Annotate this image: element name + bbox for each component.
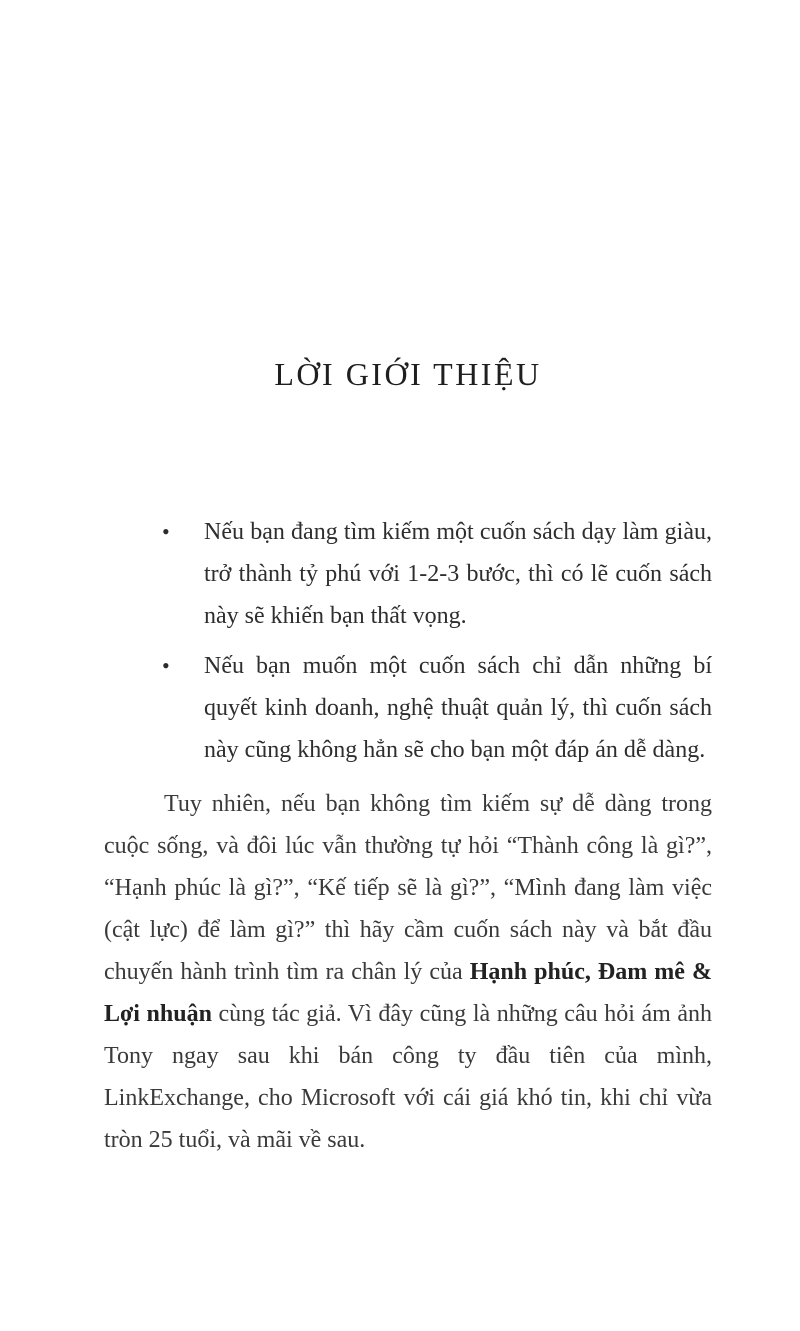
paragraph-text-lead: Tuy nhiên, nếu bạn không tìm kiếm sự dễ dàng trong cuộc sống, và đôi lúc vẫn thường tự hỏi “Thành công là gì?”, “Hạnh phúc là gì?”, “Kế tiếp sẽ là gì?”, “Mình đang làm việc (cật lực) để làm gì?” thì hãy cầm cuốn sách này và bắt đầu chuyến hành trình tìm ra chân lý của	[104, 791, 712, 985]
paragraph-text-tail: cùng tác giả. Vì đây cũng là những câu hỏi ám ảnh Tony ngay sau khi bán công ty đầu tiên của mình, LinkExchange, cho Microsoft với cái giá khó tin, khi chỉ vừa tròn 25 tuổi, và mãi về sau.	[104, 1001, 712, 1153]
bullet-list	[162, 511, 712, 771]
bullet-text: Nếu bạn muốn một cuốn sách chỉ dẫn những bí quyết kinh doanh, nghệ thuật quản lý, thì cuốn sách này cũng không hẳn sẽ cho bạn một đáp án dễ dàng.	[204, 653, 712, 763]
page-title: LỜI GIỚI THIỆU	[274, 356, 542, 392]
list-item	[162, 511, 712, 637]
bullet-icon: •	[162, 653, 170, 678]
bullet-text: Nếu bạn đang tìm kiếm một cuốn sách dạy làm giàu, trở thành tỷ phú với 1-2-3 bước, thì có lẽ cuốn sách này sẽ khiến bạn thất vọng.	[204, 519, 712, 629]
paragraph-bold-phrase: Hạnh phúc, Đam mê & Lợi nhuận	[104, 959, 712, 1027]
bullet-icon: •	[162, 519, 170, 544]
list-item	[162, 645, 712, 771]
intro-paragraph	[104, 783, 712, 1161]
